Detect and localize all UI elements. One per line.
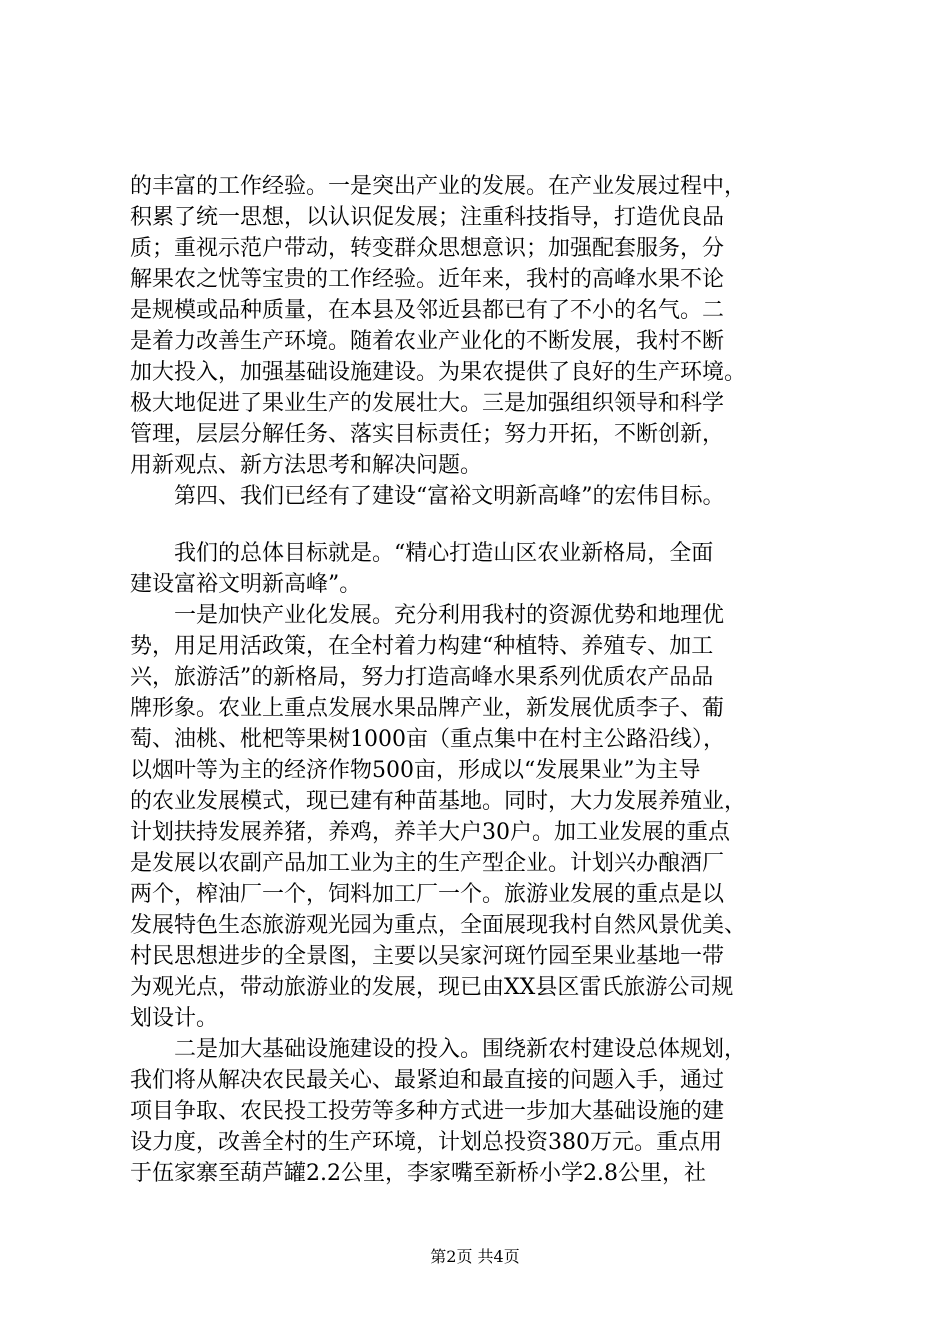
text-line: 建设富裕文明新高峰”。 <box>130 572 362 597</box>
text-line: 的农业发展模式，现已建有种苗基地。同时，大力发展养殖业， <box>130 789 747 814</box>
text-line: 一是加快产业化发展。充分利用我村的资源优势和地理优 <box>130 603 725 628</box>
text-line: 于伍家寨至葫芦罐2.2公里，李家嘴至新桥小学2.8公里，社 <box>130 1161 706 1186</box>
text-line: 解果农之忧等宝贵的工作经验。近年来，我村的高峰水果不论 <box>130 267 725 292</box>
text-line: 质；重视示范户带动，转变群众思想意识；加强配套服务，分 <box>130 236 725 261</box>
text-block-2 <box>130 538 830 1189</box>
text-line: 划设计。 <box>130 1006 219 1031</box>
text-line: 村民思想进步的全景图，主要以吴家河斑竹园至果业基地一带 <box>130 944 725 969</box>
text-line: 萄、油桃、枇杷等果树1000亩（重点集中在村主公路沿线）， <box>130 727 725 752</box>
section-heading: 第四、我们已经有了建设“富裕文明新高峰”的宏伟目标。 <box>130 484 725 509</box>
text-line: 二是加大基础设施建设的投入。围绕新农村建设总体规划， <box>130 1037 747 1062</box>
text-line: 是发展以农副产品加工业为主的生产型企业。计划兴办酿酒厂 <box>130 851 725 876</box>
text-line: 积累了统一思想，以认识促发展；注重科技指导，打造优良品 <box>130 205 725 230</box>
text-line: 项目争取、农民投工投劳等多种方式进一步加大基础设施的建 <box>130 1099 725 1124</box>
text-line: 兴，旅游活”的新格局，努力打造高峰水果系列优质农产品品 <box>130 665 714 690</box>
page-number-footer: 第2页 共4页 <box>430 1247 520 1266</box>
text-line: 我们的总体目标就是。“精心打造山区农业新格局，全面 <box>130 541 714 566</box>
text-line: 是着力改善生产环境。随着农业产业化的不断发展，我村不断 <box>130 329 725 354</box>
text-line: 用新观点、新方法思考和解决问题。 <box>130 453 483 478</box>
text-line: 是规模或品种质量，在本县及邻近县都已有了不小的名气。二 <box>130 298 725 323</box>
text-line: 极大地促进了果业生产的发展壮大。三是加强组织领导和科学 <box>130 391 725 416</box>
text-line: 势，用足用活政策，在全村着力构建“种植特、养殖专、加工 <box>130 634 714 659</box>
text-line: 以烟叶等为主的经济作物500亩，形成以“发展果业”为主导 <box>130 758 701 783</box>
text-line: 设力度，改善全村的生产环境，计划总投资380万元。重点用 <box>130 1130 722 1155</box>
text-block-1 <box>130 171 830 512</box>
text-line: 两个，榨油厂一个，饲料加工厂一个。旅游业发展的重点是以 <box>130 882 725 907</box>
text-line: 的丰富的工作经验。一是突出产业的发展。在产业发展过程中， <box>130 174 747 199</box>
text-line: 牌形象。农业上重点发展水果品牌产业，新发展优质李子、葡 <box>130 696 725 721</box>
text-line: 管理，层层分解任务、落实目标责任；努力开拓，不断创新， <box>130 422 725 447</box>
text-line: 加大投入，加强基础设施建设。为果农提供了良好的生产环境。 <box>130 360 747 385</box>
text-line: 发展特色生态旅游观光园为重点，全面展现我村自然风景优美、 <box>130 913 747 938</box>
text-line: 为观光点，带动旅游业的发展，现已由XX县区雷氏旅游公司规 <box>130 975 734 1000</box>
text-line: 计划扶持发展养猪，养鸡，养羊大户30户。加工业发展的重点 <box>130 820 730 845</box>
text-line: 我们将从解决农民最关心、最紧迫和最直接的问题入手，通过 <box>130 1068 725 1093</box>
